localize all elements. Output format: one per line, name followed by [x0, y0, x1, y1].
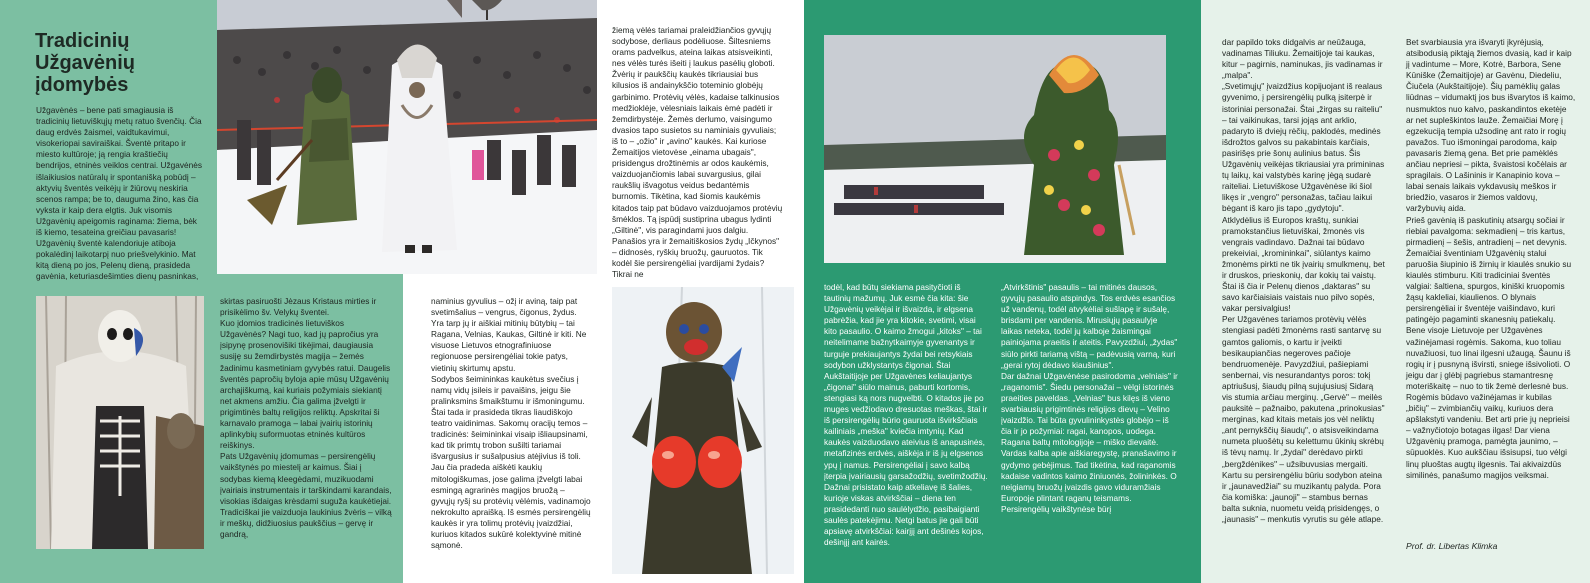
text-column-6: „Atvirkštinis" pasaulis – tai mitinės dausos, gyvųjų pasaulio atspindys. Tos erdvės esančios už vandenų, todėl atvykėliai sušlapę ir sušalę, brisdami per vandenis. Mirusiųjų pasaulyje laikas neteka, todėl jų kalboje žaismingai painiojama praeitis ir ateitis. Pavyzdžiui, „žydas" siūlo pirkti tariamą vištą – padėvusią varną, kuri „gerai rytoj dėdavo kiaušinius". Dar dažnai Užgavėnėse pasirodoma „velniais" ir „raganomis". Šiedu personažai – vėlgi istorinės praeities paveldas. „Velnias" bus kilęs iš vieno svarbiausių prigimtinės religijos dievų – Velino įvaizdžio. Tai būta gyvulininkystės globėjo – iš čia ir jo požymiai: ragai, kanopos, uodega. Ragana baltų mitologijoje – miško dievaitė. Vardas kalba apie aiškiaregystę, pranašavimo ir gydymo gebėjimus. Tad tikėtina, kad raganomis kadaise vadintos kaimo žiniuonės, žolininkės. O neigiamų bruožų įvaizdis gavo viduramžiais Europoje plintant raganų teismams. Persirengėlių vaikštynėse būrį: [1001, 282, 1178, 514]
text-column-1: Užgavėnės – bene pati smagiausia iš tradicinių lietuviškųjų metų ratuo švenčių. Čia daug erdvės žaismei, vaidtukavimui, visokeriopai saviraiškai. Šventė pritapo ir miesto kultūroje; ją rengia kraštiečių bendrijos, etninės veiklos centrai. Užgavėnės išlaikiusios natūralų ir spontanišką pobūdį – aktyvių šventės veikėjų ir žiūrovų neskiria scenos rampa; be to, dauguma žino, kas čia vyksta ir kaip dera elgtis. Juk visomis Užgavėnių apeigomis raginama: žiema, bėk iš kiemo, tesateina greičiau pavasaris! Užgavėnių šventė kalendoriuje atiboja pokalėdinį laikotarpį nuo priešvelykinio. Mat kitą dieną po jos, Pelenų dieną, prasideda gavėnia, keturiasdešimties dienų pasninkas,: [36, 105, 203, 282]
author-signature: Prof. dr. Libertas Klimka: [1406, 541, 1498, 551]
text-column-4: naminius gyvulius – ožį ir aviną, taip pat svetimšalius – vengrus, čigonus, žydus. Yra tarp jų ir aiškiai mitinių būtybių – tai Ragana, Velnias, Kaukas, Giltinė ir kiti. Ne visuose Lietuvos etnografiniuose regionuose persirengėliai tokie patys, vietinių skirtumų apstu. Sodybos šeimininkas kaukėtus svečius į namų vidų įsileis ir pavaišins, jeigu šie pralinksmins šmaikštumu ir išmoningumu. Štai tada ir prasideda tikras liaudiškojo teatro vaidinimas. Sakomų oracijų temos – tradicinės: šeimininkai visaip išliaupsinami, kad tik primtų trobon sušilti tariamai išvargusius ir sušalpusius atėjivius iš toli. Jau čia pradeda aiškėti kaukių mitologiškumas, jose galima įžvelgti labai esmingą agrarinės magijos bruožą – gyvųjų ryšį su protėvių vėlėmis, vadinamojo nekrokulto apraišką. Iš esmės persirengėlių kaukės ir yra tolimų protėvių įvaizdžiai, kuriuos kitados sukūrė kolektyvinė mitinė sąmonė.: [431, 296, 591, 551]
title-line-2: Užgavėnių: [35, 52, 136, 74]
text-column-8: Bet svarbiausia yra išvaryti įkyrėjusią, atsibodusią piktąją žiemos dvasią, kad ir kaip jį vadintume – More, Kotrė, Barbora, Sene Kūniške (Žemaitijoje) ar Gavėnu, Diedeliu, Čiučela (Aukštaitijoje). Šių pamėklių galas liūdnas – vidumaktį jos bus išvarytos iš kaimo, nusmuktos nuo kalvo, paskandintos eketėje ar net supleškintos lauže. Žemaičiai Morę į egzekuciją tempia užsodinę ant rato ir rogių pavažos. Tuo išmoningai parodoma, kaip pavasaris žiemą gena. Bet prie pamėklės ančiau nepriesi – pikta, švaistosi kočėlais ar spragilais. O Lašininis ir Kanapinio kova – labai senais laikais vykdavusių meškos ir briedžio, vasaros ir žiemos valdovų, varžybuvių aida. Prieš gavėnią iš paskutinių atsargų sočiai ir riebiai pavalgoma: sekmadienį – tris kartus, pirmadienį – šešis, antradienį – net devynis. Žemaičiai šventiniam Užgavėnių stalui paruošia šiupinio iš žirnių ir kiaulės snukio su kiaulės stimburu. Kiti tradiciniai šventės valgiai: šaltiena, spurgos, kiniški kruopomis žąsų kakleliai, kiaulienos. O blynais persirengėliai ir šventėje vaišindavo, kuri patingėjo pagaminti skanesnių patiekalų. Bene visoje Lietuvoje per Užgavėnes važinėjamasi rogėmis. Sakoma, kuo toliau nuvažiuosi, tuo linai ilgesni užaugą. Šaunu iš rogių ir į pusnyną išvirsti, sniege išsivolioti. O jeigu dar į glėbį pagriebus stamantresnę moteriškaitę – nuo to tik žemė derlesnė bus. Rogėmis būdavo važinėjamas ir kubilas „bičių" – zvimbiančių vaikų, kuriuos dera apšlakstyti vandeniu. Bet arti prie jų neprieisi – važnyčiotojo botagas ilgas! Dar viena Užgavėnių pramoga, pamėgta jaunimo, – sūpuoklės. Kuo aukščiau išsisupsi, tuo vėlgi linų pluoštas augtų ilgesnis. Tai akivaizdūs similinės, panašumo magijos veiksmai.: [1406, 37, 1576, 480]
text-column-3: žiemą vėlės tariamai praleidžiančios gyvųjų sodybose, derliaus podėliuose. Šiltesniems orams padvelkus, ateina laikas atsisveikinti, nes vėlės turės išeiti į laukus pasėlių globoti. Žvėrių ir paukščių kaukės tikriausiai bus kilusios iš andainykščio toteminio globėjų garbinimo. Protėvių vėlės, kadaise talkinusios medžioklėje, vėlesniais laikais ėmė padėti ir žemdirbystėje. Žemės derlumo, vaisingumo dvasios tapo susietos su naminiais gyvuliais; iš to – „ožio" ir „avino" kaukės. Kai kuriose Žemaitijos vietovėse „einama ubagais", prisidengus drožtinėmis ar odos kaukėmis, vaizduojančiomis labai suvargusius, gilai raukšlių išvagotus veidus bedantėmis burnomis. Tikėtina, kad šiomis kaukėmis kitados taip pat būdavo vaizduojamos protėvių šmėklos. Tą įspūdį sustiprina ubagus lydinti „Giltinė", vis paragindami juos dalgiu. Panašios yra ir žemaitiškosios žydų „Ičkynos" – didnosės, ryškių bruožų, gauruotos. Tik kodėl šie persirengėliai įvardijami žydais? Tikrai ne: [612, 25, 783, 280]
photo-burning-effigy: [824, 35, 1166, 263]
text-column-2: skirtas pasiruošti Jėzaus Kristaus mirties ir prisikėlimo šv. Velykų šventei. Kuo įdomios tradicinės lietuviškos Užgavėnės? Nagi tuo, kad jų papročius yra įsipynę prosenovišiki tikėjimai, daugiausia susiję su žemdirbystės magija – žemės žadinimu kasmetiniam gyvybės ratui. Daugelis šventės papročių byloja apie mūsų Užgavėnių archajiškumą, kai kuriais požymiais siekiantį net akmens amžiu. Čia galima įžvelgti ir prigimtinės baltų religijos reliktų. Apskritai ši karnavalo pramoga – labai įvairių istorinių aplinkybių suformuotas etninės kultūros reiškinys. Pats Užgavėnių įdomumas – persirengėlių vaikštynės po miestelį ar kaimus. Šiai į sodybas kiemą kleegėdami, muzikuodami įvairiais instrumentais ir tarškindami karandais, visokias išdaigas krėsdami suguža kaukėtiejai. Tradiciškai jie vaizduoja laukinius žvėris – vilką ir meškų, didžiuosius paukščius – gervę ir gandrą,: [220, 296, 392, 539]
title-line-1: Tradicinių: [35, 30, 130, 52]
text-column-7: dar papildo toks didgalvis ar neūžauga, vadinamas Tiliuku. Žemaitijoje tai kaukas, kitur – pagirnis, naminukas, jis vadinamas ir „malpa". „Svetimųjų" įvaizdžius kopijuojant iš realaus gyvenimo, į persirengėlių pulką įsiterpė ir istoriniai personažai. Štai „žirgas su raiteliu" – tai vaikinukas, tarsi jojąs ant arklio, padaryto iš dviejų rėčių, paklodės, medinės išdrožtos galvos su pakabintais karčiais, pasirišęs prie šonų aulinius batus. Šis Užgavėnių veikėjas tikriausiai yra primininas tų laikų, kai valstybės karinę jėgą sudarė raiteliai. Lietuviškose Užgavėnėse iki šiol likęs ir „vengro" personažas, tačiau laikui bėgant iš karo jis tapo „gydytoju". Atklydėlius iš Europos kraštų, sunkiai pramokstančius lietuviškai, žmonės vis vengrais vadindavo. Dažnai tai būdavo prekeiviai, „kromininkai", siūlantys kaimo žmonėms pirkti ne tik įvairių smulkmenų, bet ir druskos, prieskonių, dar kokių tai vaistų. Štai iš čia ir Pelenų dienos „daktaras" su savo karčiaisiais vaistais nuo pilvo sopės, vakar persivalgius! Per Užgavėnes tariamos protėvių vėlės stengiasi padėti žmonėms rasti santarvę su gamtos galiomis, o kartu ir įveikti besikaupiančias negeroves pačioje bendruomenėje. Pavyzdžiui, pašiepiami senbernai, vis nesurandantys poros: tokį aptriušusį, šiaudų pilną sujujusiusį Sidarą vis stumia arčiau merginų. „Gervė" – meilės pauksitė – pažnaibo, pakutena „prinokusias" merginas, kad kitais metais jos vėl neliktų „ant pernykščių šiaudų", o atsisveikindama numeta pluošėtų su kelettumu ūkinių skrėbų iš tėvų namų. Ir „žydai" derėdavo pirkti „bergždėnikes" – užsibuvusias mergaiti. Kartu su persirengėliu būriu sodybon ateina ir „jaunavedžiai" su muzikantų palyda. Pora čia komiška: „jaunoji" – stambus bernas balta suknia, nuometu veidą prisidengęs, o „jaunasis" – menkutis vyrutis su gėle atlape.: [1222, 37, 1385, 525]
title-line-3: įdomybės: [35, 74, 129, 96]
article-title: [35, 30, 215, 96]
photo-skeleton-costume: [36, 296, 204, 549]
photo-masked-revelers-snow: [217, 0, 597, 274]
text-column-5: todėl, kad būtų siekiama pasityčioti iš tautinių mažumų. Juk esmė čia kita: šie Užgavėnių veikėjai ir išvaizda, ir elgsena pabrėžia, kad jie yra kitokie, svetimi, visai kito pasaulio. O kaimo žmogui „kitoks" – tai neitelimame bažnytkaimyje gyvenantys ir turguje prekiaujantys žydai bei retsykiais sodybon užklystantys čigonai. Štai Aukštaitijoje per Užgavėnes keliaujantys „čigonai" siūlo mainus, paburti kortomis, stengiasi ką nors nugvelbti. O kitados jie po muges vedžiodavo dresuotas meškas, štai ir iš persirengėlių būrio gauruota išvirkščiais kailiniais „meška" kviečia imtynių. Kad kaukės vaizduodavo ateivius iš anapusinės, metafizinės erdvės, aiškėja ir iš jų elgsenos ypų į namus. Persirengėliai į savo kalbą įterpia įvairiausių garsažodžių, svetimžodžių. Dažnai prisistato kaip atkeliavę iš šalies, kurioje viskas atvirkščiai – diena ten prasidedanti nuo saulėlydžio, pasibaigianti saulės patekėjimu. Netgi batus jie gali būti apsiavę atvirkščiai: kairįjį ant dešinės kojos, dešinįjį ant kairės.: [824, 282, 988, 548]
photo-straw-effigy: [612, 287, 794, 574]
